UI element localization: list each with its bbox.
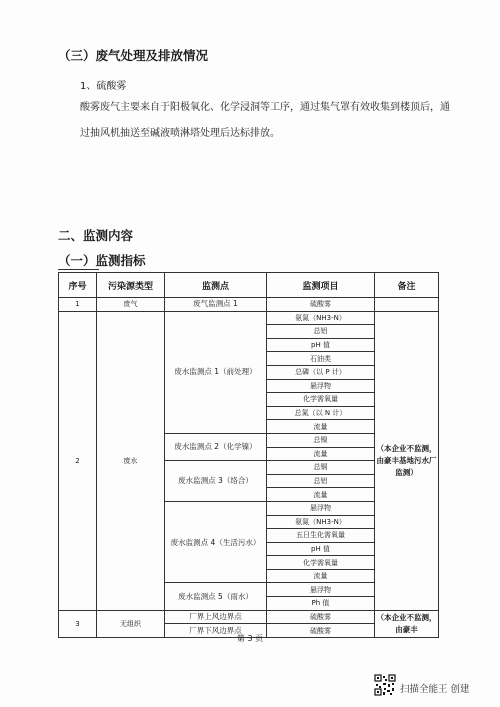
cell-no: 2 <box>59 311 97 610</box>
cell-item: 悬浮物 <box>267 501 375 515</box>
cell-item: 氨氮（NH3-N） <box>267 515 375 529</box>
cell-type: 废气 <box>97 298 165 312</box>
cell-point: 废水监测点 2（化学镍） <box>165 433 267 460</box>
cell-item: 总氮（以 N 计） <box>267 406 375 420</box>
cell-item: 五日生化需氧量 <box>267 529 375 543</box>
cell-item: 总铝 <box>267 325 375 339</box>
cell-item: 悬浮物 <box>267 379 375 393</box>
page-number: 第 3 页 <box>236 634 264 643</box>
cell-item: 总磷（以 P 计） <box>267 365 375 379</box>
cell-point: 废水监测点 4（生活污水） <box>165 501 267 583</box>
cell-item: 悬浮物 <box>267 583 375 597</box>
cell-item: 硫酸雾 <box>267 610 375 624</box>
table-header-row <box>59 273 439 298</box>
cell-item: 流量 <box>267 488 375 502</box>
cell-item: 总铜 <box>267 461 375 475</box>
cell-note: （本企业不监测，由豪丰基地污水厂监测） <box>375 311 439 610</box>
item-sulfuric-acid-mist: 1、硫酸雾 <box>80 81 127 92</box>
cell-point: 厂界下风边界点 <box>165 624 267 638</box>
cell-item: 总镍 <box>267 433 375 447</box>
cell-item: 流量 <box>267 447 375 461</box>
header-no: 序号 <box>59 273 97 298</box>
cell-item: 总铝 <box>267 474 375 488</box>
cell-no: 3 <box>59 610 97 637</box>
header-point: 监测点 <box>165 273 267 298</box>
cell-item: 氨氮（NH3-N） <box>267 311 375 325</box>
table-row <box>59 610 439 624</box>
section-heading-indicators: （一）监测指标 <box>58 253 146 268</box>
table-row <box>59 298 439 312</box>
cell-no: 1 <box>59 298 97 312</box>
cell-item: 硫酸雾 <box>267 298 375 312</box>
cell-item: 化学需氧量 <box>267 393 375 407</box>
cell-item: 化学需氧量 <box>267 556 375 570</box>
cell-item: pH 值 <box>267 338 375 352</box>
header-item: 监测项目 <box>267 273 375 298</box>
cell-point: 废气监测点 1 <box>165 298 267 312</box>
section-heading-monitoring: 二、监测内容 <box>58 228 134 243</box>
cell-point: 废水监测点 1（前处理） <box>165 311 267 433</box>
cell-item: Ph 值 <box>267 597 375 611</box>
cell-point: 废水监测点 5（雨水） <box>165 583 267 610</box>
section-heading-exhaust: （三）废气处理及排放情况 <box>58 48 209 63</box>
monitoring-table <box>58 272 439 638</box>
paragraph-exhaust-description: 酸雾废气主要来自于阳极氧化、化学浸洞等工序，通过集气罩有效收集到楼顶后，通过抽风机抽送至碱液喷淋塔处理后达标排放。 <box>80 102 450 139</box>
cell-item: 硫酸雾 <box>267 624 375 638</box>
heading-underline <box>58 269 99 270</box>
cell-type: 废水 <box>97 311 165 610</box>
qr-code-icon <box>374 674 396 696</box>
cell-item: 流量 <box>267 569 375 583</box>
cell-item: 石油类 <box>267 352 375 366</box>
cell-note <box>375 298 439 312</box>
scanner-watermark: 扫描全能王 创建 <box>400 684 470 695</box>
header-type: 污染源类型 <box>97 273 165 298</box>
cell-note: （本企业不监测，由豪丰 <box>375 610 439 637</box>
cell-type: 无组织 <box>97 610 165 637</box>
cell-point: 废水监测点 3（络合） <box>165 461 267 502</box>
header-note: 备注 <box>375 273 439 298</box>
cell-item: 流量 <box>267 420 375 434</box>
cell-point: 厂界上风边界点 <box>165 610 267 624</box>
cell-item: pH 值 <box>267 542 375 556</box>
table-row <box>59 311 439 325</box>
